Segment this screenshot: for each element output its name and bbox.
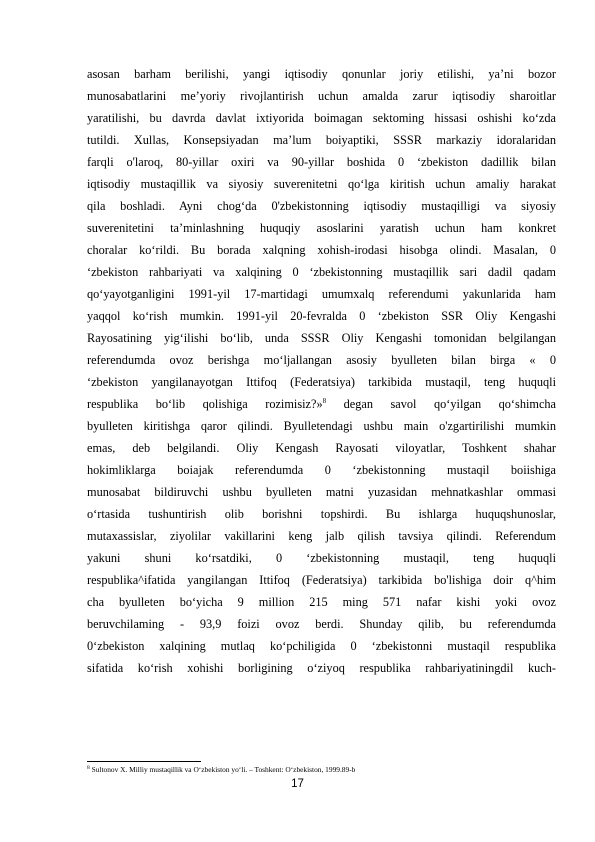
body-text-line: Rayosatining yig‘ilishi bo‘lib, unda SSSR Oliy Kengashi tomonidan belgilangan: [87, 331, 556, 345]
body-text-line: beruvchilaming - 93,9 foizi ovoz berdi. Shunday qilib, bu referendumda: [87, 617, 556, 631]
footnote-number: 8: [87, 765, 90, 771]
body-text-segment: degan savol qo‘yilgan qo‘shimcha: [343, 397, 557, 411]
body-text-line: choralar ko‘rildi. Bu borada xalqning xohish-irodasi hisobga olindi. Masalan, 0: [87, 243, 556, 257]
body-text-line: farqli o'laroq, 80-yillar oxiri va 90-yillar boshida 0 ‘zbekiston dadillik bilan: [87, 155, 556, 169]
body-text-line: o‘rtasida tushuntirish olib borishni topshirdi. Bu ishlarga huquqshunoslar,: [87, 507, 556, 521]
body-text-line-with-footnote: [87, 397, 556, 412]
page-number: 17: [291, 778, 304, 790]
body-text-line: suverenitetini ta’minlashning huquqiy asoslarini yaratish uchun ham konkret: [87, 221, 556, 235]
footnote-divider: [87, 761, 201, 762]
footnote-text: Sultonov X. Milliy mustaqillik va O‘zbekiston yo‘li. – Toshkent: O‘zbekiston, 1999.89-b: [91, 765, 356, 774]
footnote: [87, 765, 355, 775]
body-text-line: referendumda ovoz berishga mo‘ljallangan asosiy byulleten bilan birga « 0: [87, 353, 556, 367]
body-text-line: tutildi. Xullas, Konsepsiyadan ma’lum boiyaptiki, SSSR markaziy idoralaridan: [87, 133, 556, 147]
body-text-line: yaqqol ko‘rish mumkin. 1991-yil 20-fevralda 0 ‘zbekiston SSR Oliy Kengashi: [87, 309, 556, 323]
body-text-line: munosabatlarini me’yoriy rivojlantirish uchun amalda zarur iqtisodiy sharoitlar: [87, 89, 556, 103]
body-text-line: asosan barham berilishi, yangi iqtisodiy qonunlar joriy etilishi, ya’ni bozor: [87, 67, 556, 81]
body-text-line: byulleten kiritishga qaror qilindi. Byulletendagi ushbu main o'zgartirilishi mumkin: [87, 419, 556, 433]
body-text-line: yakuni shuni ko‘rsatdiki, 0 ‘zbekistonning mustaqil, teng huquqli: [87, 551, 556, 565]
body-text-line: 0‘zbekiston xalqining mutlaq ko‘pchiligida 0 ‘zbekistonni mustaqil respublika: [87, 639, 556, 653]
body-text-line: hokimliklarga boiajak referendumda 0 ‘zbekistonning mustaqil boiishiga: [87, 463, 556, 477]
body-text-line: munosabat bildiruvchi ushbu byulleten matni yuzasidan mehnatkashlar ommasi: [87, 485, 556, 499]
body-text-line: emas, deb belgilandi. Oliy Kengash Rayosati viloyatlar, Toshkent shahar: [87, 441, 556, 455]
body-text-line: qo‘yayotganligini 1991-yil 17-martidagi umumxalq referendumi yakunlarida ham: [87, 287, 556, 301]
footnote-reference-marker: 8: [322, 397, 327, 405]
body-text-line: yaratilishi, bu davrda davlat ixtiyorida boimagan sektoming hissasi oshishi ko‘zda: [87, 111, 556, 125]
body-text-line: qila boshladi. Ayni chog‘da 0'zbekistonning iqtisodiy mustaqilligi va siyosiy: [87, 199, 556, 213]
body-text-line: cha byulleten bo‘yicha 9 million 215 ming 571 nafar kishi yoki ovoz: [87, 595, 556, 609]
body-text-line: iqtisodiy mustaqillik va siyosiy suverenitetni qo‘lga kiritish uchun amaliy harakat: [87, 177, 556, 191]
body-text-line: mutaxassislar, ziyolilar vakillarini keng jalb qilish tavsiya qilindi. Referendum: [87, 529, 556, 543]
body-text-line: sifatida ko‘rish xohishi borligining o‘ziyoq respublika rahbariyatiningdil kuch-: [87, 661, 556, 675]
body-text-line: respublika^ifatida yangilangan Ittifoq (Federatsiya) tarkibida bo'lishiga doir q^him: [87, 573, 556, 587]
body-text-segment: respublika bo‘lib qolishiga rozimisiz?»: [87, 397, 323, 411]
body-text-line: ‘zbekiston rahbariyati va xalqining 0 ‘zbekistonning mustaqillik sari dadil qadam: [87, 265, 556, 279]
body-text-line: ‘zbekiston yangilanayotgan Ittifoq (Federatsiya) tarkibida mustaqil, teng huquqli: [87, 375, 556, 389]
